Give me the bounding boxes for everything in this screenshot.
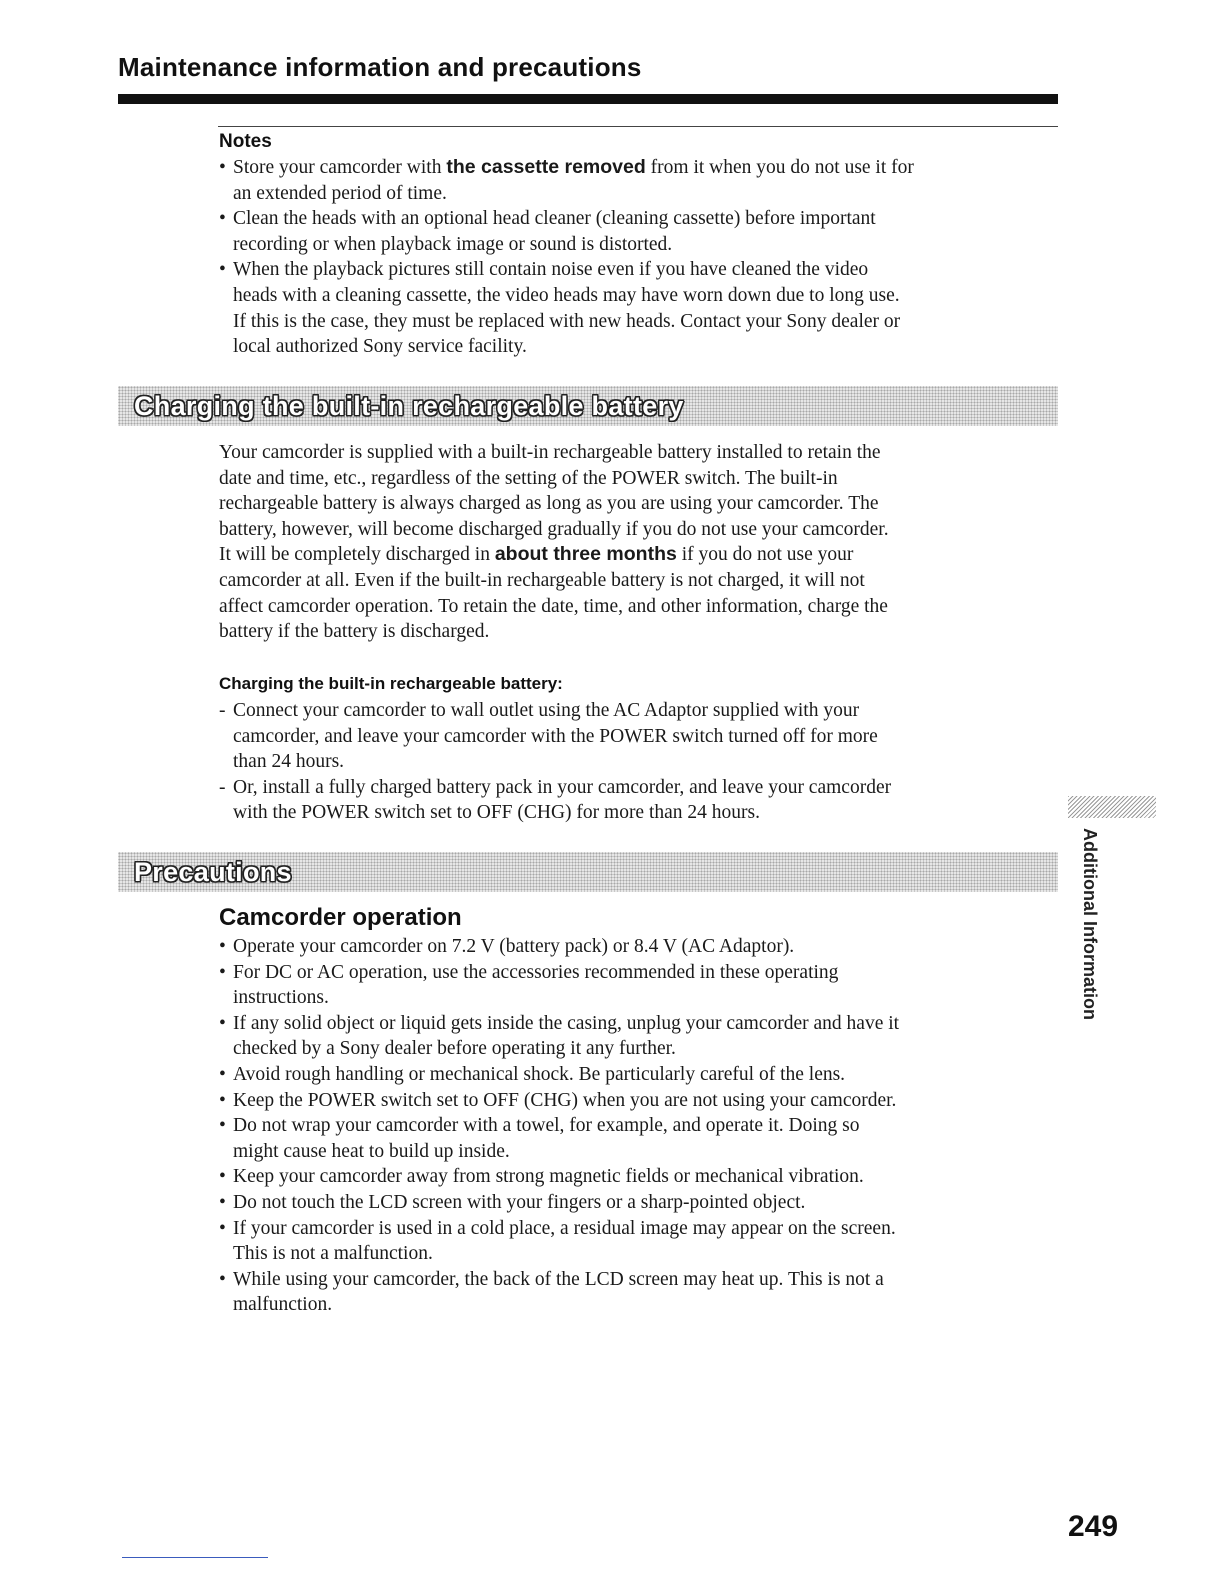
precaution-item: • For DC or AC operation, use the accessories recommended in these operating instructions. <box>219 961 839 1009</box>
bullet-marker: • <box>219 208 226 230</box>
precaution-item: • Avoid rough handling or mechanical shock. Be particularly careful of the lens. <box>219 1062 899 1088</box>
page-header-title: Maintenance information and precautions <box>118 52 642 82</box>
precaution-item: • If your camcorder is used in a cold place, a residual image may appear on the screen. This is not a malfunction. <box>219 1217 896 1265</box>
header-rule <box>118 94 1058 104</box>
bullet-marker: • <box>219 1089 226 1111</box>
bullet-marker: • <box>219 1191 226 1213</box>
charging-subheading: Charging the built-in rechargeable battery: <box>219 674 563 693</box>
precautions-list <box>219 934 899 1318</box>
bullet-marker: • <box>219 157 226 178</box>
bullet-marker: • <box>219 1012 226 1034</box>
precautions-section-band <box>118 852 1058 892</box>
precaution-item: • Keep the POWER switch set to OFF (CHG) when you are not using your camcorder. <box>219 1088 899 1114</box>
note-item-2: • Clean the heads with an optional head cleaner (cleaning cassette) before important recording or when playback image or sound is distorted. <box>219 208 876 255</box>
notes-list <box>219 155 914 360</box>
bold-phrase: about three months <box>494 543 677 566</box>
charging-steps-list <box>219 698 891 826</box>
charging-section-band <box>118 386 1058 426</box>
note-item-1: • Store your camcorder with the cassette removed from it when you do not use it for an extended period of time. <box>219 156 914 204</box>
precaution-item: • If any solid object or liquid gets inside the casing, unplug your camcorder and have it checked by a Sony dealer before operating it any further. <box>219 1012 900 1060</box>
bullet-marker: • <box>219 1166 226 1188</box>
footer-rule <box>122 1557 268 1558</box>
precaution-item: • Do not touch the LCD screen with your fingers or a sharp-pointed object. <box>219 1190 899 1216</box>
precaution-item: • Operate your camcorder on 7.2 V (battery pack) or 8.4 V (AC Adaptor). <box>219 934 899 960</box>
note-item-3: • When the playback pictures still contain noise even if you have cleaned the video heads with a cleaning cassette, the video heads may have worn down due to long use. If this is the case, they must be replaced with new heads. Contact your Sony dealer or local authorized Sony service facility. <box>219 259 901 358</box>
dash-marker: - <box>219 700 226 721</box>
bullet-marker: • <box>219 936 226 957</box>
charging-paragraph: Your camcorder is supplied with a built-in rechargeable battery installed to retain the date and time, etc., regardless of the setting of the POWER switch. The built-in rechargeable battery is always charged as long as you are using your camcorder. The battery, however, will become discharged gradually if you do not use your camcorder. It will be completely discharged in about three months if you do not use your camcorder at all. Even if the built-in rechargeable battery is not charged, it will not affect camcorder operation. To retain the date, time, and other information, charge the battery if the battery is discharged. <box>219 442 889 643</box>
notes-title: Notes <box>219 131 272 152</box>
side-tab-marker <box>1068 796 1156 818</box>
bullet-marker: • <box>219 1063 226 1085</box>
bullet-marker: • <box>219 1115 226 1137</box>
precaution-item: • Keep your camcorder away from strong magnetic fields or mechanical vibration. <box>219 1164 899 1190</box>
bullet-marker: • <box>219 1268 226 1290</box>
charging-section-title: Charging the built-in rechargeable battery <box>134 390 684 421</box>
bullet-marker: • <box>219 259 226 281</box>
precautions-section-title: Precautions <box>134 856 292 887</box>
bullet-marker: • <box>219 961 226 983</box>
camcorder-operation-heading: Camcorder operation <box>219 904 462 931</box>
charging-step-2: - Or, install a fully charged battery pack in your camcorder, and leave your camcorder with the POWER switch set to OFF (CHG) for more than 24 hours. <box>219 776 892 824</box>
notes-divider <box>218 126 1058 127</box>
precaution-item: • While using your camcorder, the back of the LCD screen may heat up. This is not a malfunction. <box>219 1268 884 1316</box>
bold-phrase: the cassette removed <box>446 156 646 178</box>
side-tab-label: Additional Information <box>1080 828 1100 1020</box>
bullet-marker: • <box>219 1217 226 1239</box>
precaution-item: • Do not wrap your camcorder with a towel, for example, and operate it. Doing so might cause heat to build up inside. <box>219 1115 860 1162</box>
page-number: 249 <box>1068 1510 1119 1543</box>
charging-step-1: - Connect your camcorder to wall outlet using the AC Adaptor supplied with your camcorder, and leave your camcorder with the POWER switch turned off for more than 24 hours. <box>219 700 878 773</box>
dash-marker: - <box>219 776 226 798</box>
